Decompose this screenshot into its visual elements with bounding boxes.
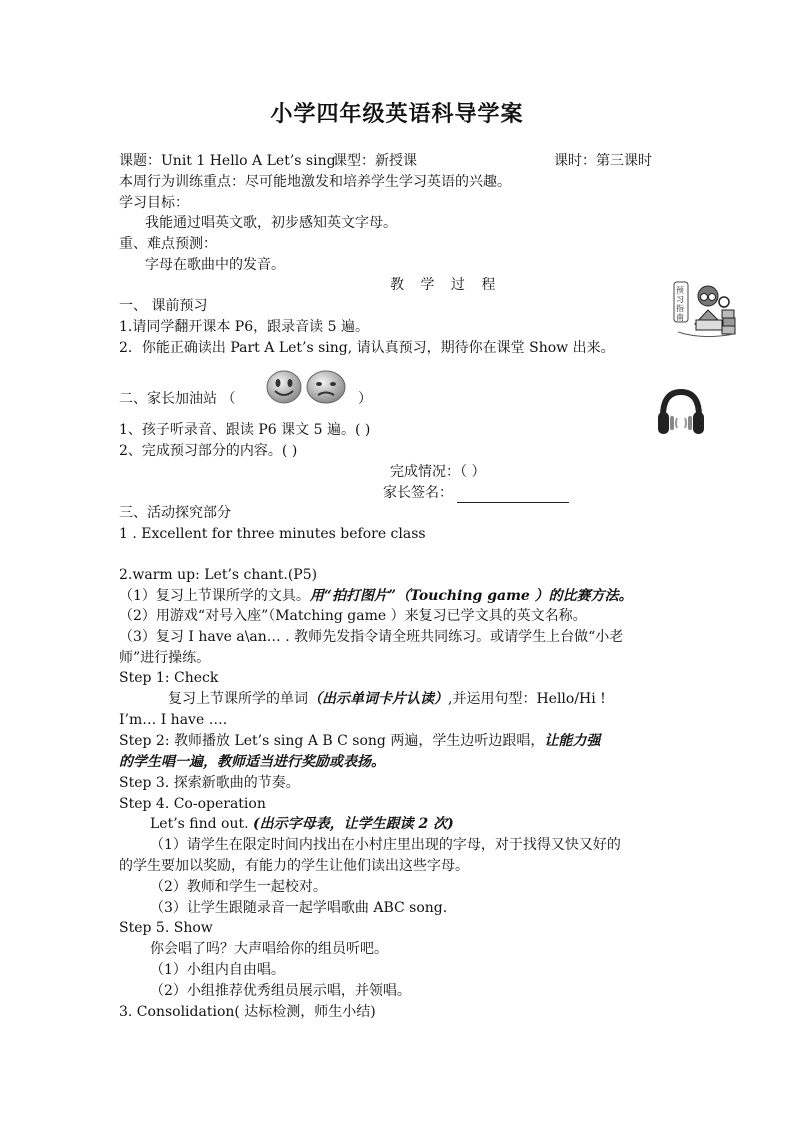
step4-emphasis: (出示字母表，让学生跟读 2 次) (253, 816, 454, 832)
section2-heading (119, 388, 235, 422)
goals-label: 学习目标： (119, 195, 189, 211)
completion-status: 完成情况：（ ） (390, 464, 486, 480)
reading-student-icon (668, 280, 738, 342)
section2-item2: 2、完成预习部分的内容。( ) (119, 443, 298, 459)
svg-text:南: 南 (676, 313, 684, 322)
svg-text:指: 指 (676, 304, 684, 313)
warmup-step3-line1: （3）复习 I have a\an… . 教师先发指令请全班共同练习。或请学生上台做“小老 (119, 629, 624, 645)
step3: Step 3. 探索新歌曲的节奏。 (119, 775, 300, 791)
step1-tail: ,并运用句型：Hello/Hi ! (448, 691, 606, 707)
sad-face-icon (306, 370, 346, 408)
warmup-step3-line2: 师”进行操练。 (119, 650, 211, 666)
section1-item2: 2．你能正确读出 Part A Let’s sing, 请认真预习，期待你在课堂 Show 出来。 (119, 340, 615, 356)
parent-signature-label: 家长签名： (383, 485, 453, 501)
smiley-face-icon (266, 370, 302, 408)
section1-item1: 1.请同学翻开课本 P6，跟录音读 5 遍。 (119, 319, 369, 335)
warmup-step2: （2）用游戏“对号入座”（Matching game ）来复习已学文具的英文名称。 (119, 608, 587, 624)
step2-line1 (119, 731, 600, 751)
section3-item1: 1 . Excellent for three minutes before class (119, 526, 426, 542)
header-type: 课型：新授课 (333, 153, 417, 169)
warmup-step1-emphasis: 用“拍打图片”（Touching game ）的比赛方法。 (309, 588, 633, 604)
step4-text: Let’s find out. (150, 816, 254, 832)
step4-line1 (150, 814, 454, 834)
step2-line2: 的学生唱一遍，教师适当进行奖励或表扬。 (119, 754, 385, 770)
step4-item2: （2）教师和学生一起校对。 (150, 879, 327, 895)
header-topic: 课题：Unit 1 Hello A Let’s sing (119, 153, 336, 169)
step4-item1-line1: （1）请学生在限定时间内找出在小村庄里出现的字母，对于找得又快又好的 (150, 837, 621, 853)
step1-line2: I’m… I have …. (119, 712, 228, 728)
behavior-focus: 本周行为训练重点：尽可能地激发和培养学生学习英语的兴趣。 (119, 174, 511, 190)
step4-item1-line2: 的学生要加以奖励，有能力的学生让他们读出这些字母。 (119, 858, 469, 874)
section2-heading-prefix: 二、家长加油站 （ (119, 391, 236, 407)
process-heading: 教 学 过 程 (390, 277, 502, 293)
signature-line[interactable] (457, 488, 569, 503)
consolidation: 3. Consolidation( 达标检测，师生小结) (119, 1004, 376, 1020)
section2-item1: 1、孩子听录音、跟读 P6 课文 5 遍。( ) (119, 422, 371, 438)
warmup-step1 (119, 586, 633, 606)
step5-intro: 你会唱了吗？大声唱给你的组员听吧。 (150, 941, 388, 957)
headphones-icon (655, 386, 707, 442)
step5-item1: （1）小组内自由唱。 (150, 962, 285, 978)
step1-text: 复习上节课所学的单词 (168, 691, 308, 707)
warmup-title: 2.warm up: Let’s chant.(P5) (119, 567, 318, 583)
step5-title: Step 5. Show (119, 920, 213, 936)
step1-title: Step 1: Check (119, 670, 219, 686)
page-title: 小学四年级英语科导学案 (270, 101, 524, 127)
difficulty-label: 重、难点预测： (119, 236, 217, 252)
step5-item2: （2）小组推荐优秀组员展示唱，并领唱。 (150, 983, 411, 999)
step4-item3: （3）让学生跟随录音一起学唱歌曲 ABC song. (150, 900, 448, 916)
section2-heading-suffix: ） (358, 391, 372, 407)
section3-heading: 三、活动探究部分 (119, 505, 231, 521)
step1-emphasis: （出示单词卡片认读） (308, 691, 448, 707)
difficulty-text: 字母在歌曲中的发音。 (145, 257, 285, 273)
svg-text:习: 习 (676, 295, 684, 304)
warmup-step1-text: （1）复习上节课所学的文具。 (119, 588, 310, 604)
step1-line1 (168, 689, 606, 709)
goal-text: 我能通过唱英文歌，初步感知英文字母。 (145, 215, 397, 231)
header-period: 课时：第三课时 (554, 153, 652, 169)
step2-emphasis: 让能力强 (544, 733, 601, 749)
section1-heading: 一、 课前预习 (119, 298, 208, 314)
parent-signature (383, 483, 569, 503)
svg-text:预: 预 (676, 286, 684, 295)
step4-title: Step 4. Co-operation (119, 796, 266, 812)
step2-text: Step 2: 教师播放 Let’s sing A B C song 两遍，学生边听边跟唱， (119, 733, 545, 749)
